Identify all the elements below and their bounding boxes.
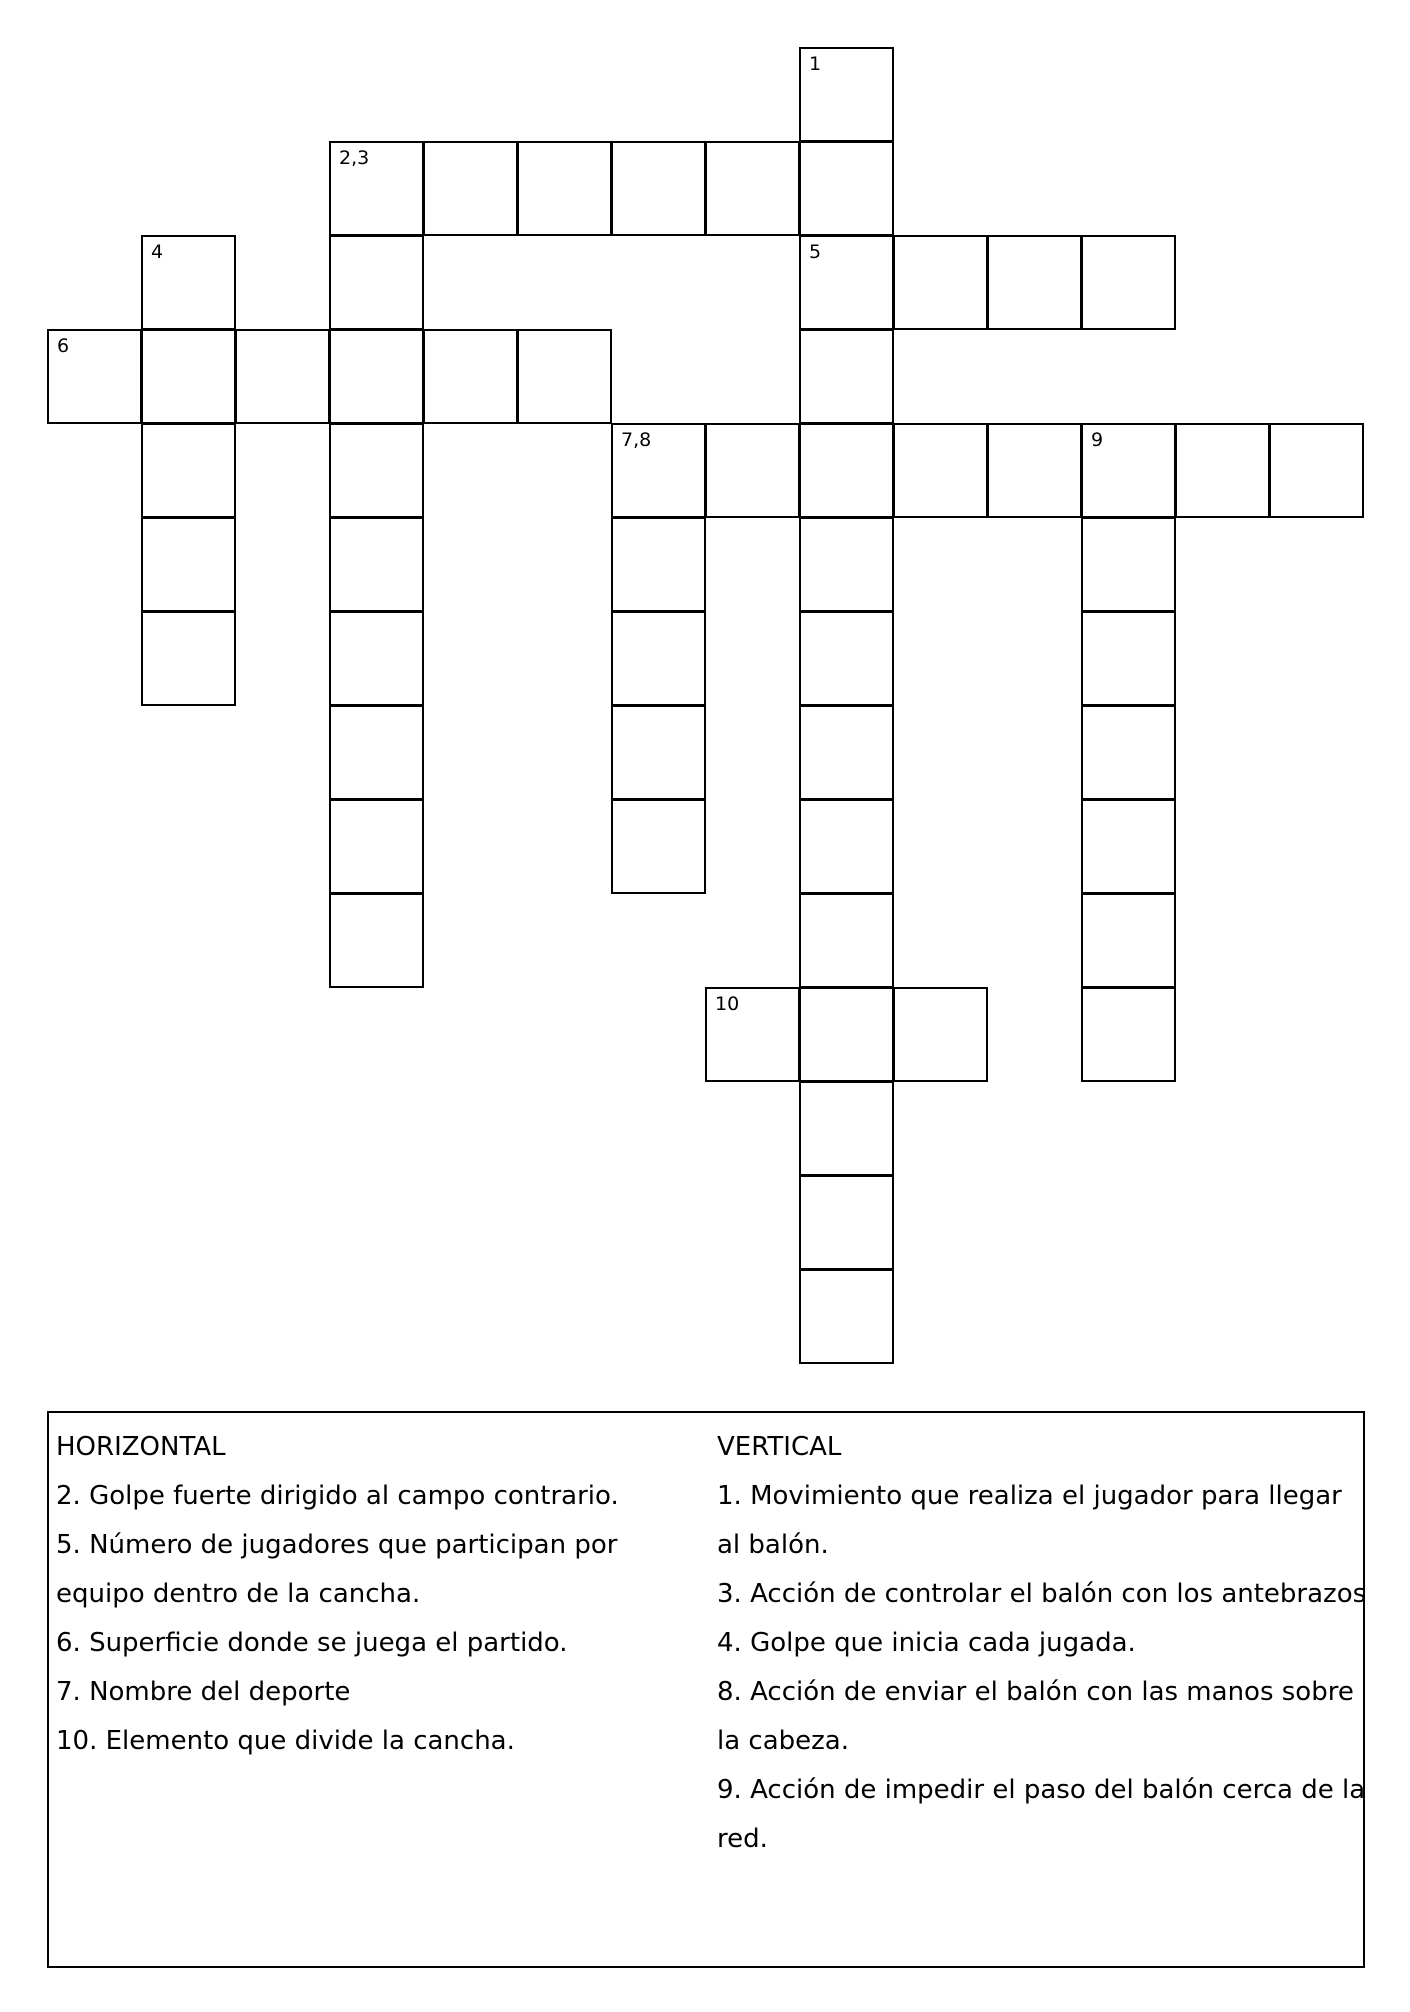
clue-h-2: 2. Golpe fuerte dirigido al campo contrario. xyxy=(56,1481,619,1511)
clue-h-5: 5. Número de jugadores que participan por equipo dentro de la cancha. xyxy=(56,1530,618,1609)
grid-cell[interactable] xyxy=(329,423,424,518)
grid-cell[interactable] xyxy=(1081,235,1176,330)
grid-cell[interactable] xyxy=(329,611,424,706)
grid-cell[interactable] xyxy=(705,987,800,1082)
clue-v-8: 8. Acción de enviar el balón con las manos sobre la cabeza. xyxy=(717,1677,1354,1756)
grid-cell[interactable] xyxy=(329,235,424,330)
grid-cell[interactable] xyxy=(799,611,894,706)
clue-h-6: 6. Superficie donde se juega el partido. xyxy=(56,1628,568,1658)
clue-h-7: 7. Nombre del deporte xyxy=(56,1677,351,1707)
clue-h-10: 10. Elemento que divide la cancha. xyxy=(56,1726,515,1756)
grid-cell[interactable] xyxy=(893,235,988,330)
clue-number: 5 xyxy=(809,241,822,263)
grid-cell[interactable] xyxy=(1175,423,1270,518)
clue-v-9: 9. Acción de impedir el paso del balón cerca de la red. xyxy=(717,1775,1366,1854)
grid-cell[interactable] xyxy=(1081,799,1176,894)
grid-cell[interactable] xyxy=(235,329,330,424)
grid-cell[interactable] xyxy=(799,1175,894,1270)
grid-cell[interactable] xyxy=(611,611,706,706)
grid-cell[interactable] xyxy=(611,799,706,894)
clue-number: 7,8 xyxy=(621,429,652,451)
grid-cell[interactable] xyxy=(329,893,424,988)
grid-cell[interactable] xyxy=(611,141,706,236)
clue-number: 6 xyxy=(57,335,70,357)
grid-cell[interactable] xyxy=(611,705,706,800)
horizontal-clues xyxy=(56,1423,696,1766)
grid-cell[interactable] xyxy=(329,329,424,424)
grid-cell[interactable] xyxy=(1081,987,1176,1082)
grid-cell[interactable] xyxy=(799,893,894,988)
grid-cell[interactable] xyxy=(799,235,894,330)
grid-cell[interactable] xyxy=(329,517,424,612)
grid-cell[interactable] xyxy=(141,611,236,706)
grid-cell[interactable] xyxy=(799,47,894,142)
grid-cell[interactable] xyxy=(705,141,800,236)
grid-cell[interactable] xyxy=(1081,423,1176,518)
grid-cell[interactable] xyxy=(1081,705,1176,800)
vertical-clues xyxy=(717,1423,1367,1864)
clue-number: 4 xyxy=(151,241,164,263)
grid-cell[interactable] xyxy=(611,517,706,612)
grid-cell[interactable] xyxy=(799,517,894,612)
clues-box xyxy=(47,1411,1365,1968)
grid-cell[interactable] xyxy=(799,1269,894,1364)
grid-cell[interactable] xyxy=(1081,893,1176,988)
grid-cell[interactable] xyxy=(1081,517,1176,612)
clue-number: 1 xyxy=(809,53,822,75)
grid-cell[interactable] xyxy=(423,141,518,236)
grid-cell[interactable] xyxy=(47,329,142,424)
clue-v-4: 4. Golpe que inicia cada jugada. xyxy=(717,1628,1136,1658)
grid-cell[interactable] xyxy=(987,235,1082,330)
grid-cell[interactable] xyxy=(799,987,894,1082)
grid-cell[interactable] xyxy=(893,987,988,1082)
clue-number: 2,3 xyxy=(339,147,370,169)
grid-cell[interactable] xyxy=(517,329,612,424)
grid-cell[interactable] xyxy=(799,1081,894,1176)
grid-cell[interactable] xyxy=(893,423,988,518)
grid-cell[interactable] xyxy=(799,141,894,236)
grid-cell[interactable] xyxy=(141,423,236,518)
grid-cell[interactable] xyxy=(329,141,424,236)
grid-cell[interactable] xyxy=(799,329,894,424)
clue-v-1: 1. Movimiento que realiza el jugador para llegar al balón. xyxy=(717,1481,1342,1560)
grid-cell[interactable] xyxy=(517,141,612,236)
grid-cell[interactable] xyxy=(329,799,424,894)
horizontal-title: HORIZONTAL xyxy=(56,1432,226,1462)
grid-cell[interactable] xyxy=(705,423,800,518)
clue-number: 10 xyxy=(715,993,740,1015)
clue-v-3: 3. Acción de controlar el balón con los antebrazos xyxy=(717,1579,1367,1609)
grid-cell[interactable] xyxy=(141,517,236,612)
grid-cell[interactable] xyxy=(141,235,236,330)
grid-cell[interactable] xyxy=(987,423,1082,518)
grid-cell[interactable] xyxy=(141,329,236,424)
clue-number: 9 xyxy=(1091,429,1104,451)
grid-cell[interactable] xyxy=(1081,611,1176,706)
grid-cell[interactable] xyxy=(799,705,894,800)
grid-cell[interactable] xyxy=(799,423,894,518)
grid-cell[interactable] xyxy=(423,329,518,424)
grid-cell[interactable] xyxy=(611,423,706,518)
grid-cell[interactable] xyxy=(1269,423,1364,518)
grid-cell[interactable] xyxy=(799,799,894,894)
grid-cell[interactable] xyxy=(329,705,424,800)
vertical-title: VERTICAL xyxy=(717,1432,842,1462)
